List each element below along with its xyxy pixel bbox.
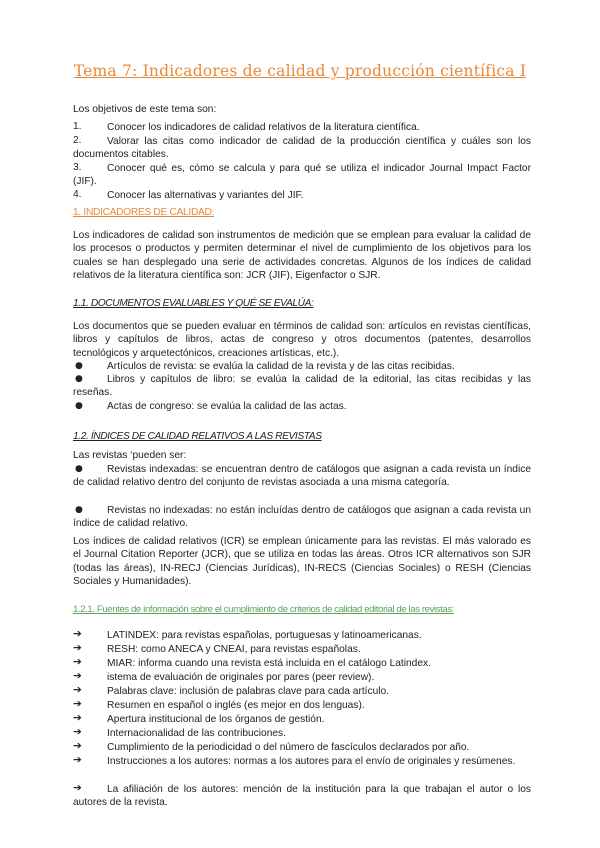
arrow-icon: ➔ bbox=[73, 670, 82, 682]
arrow-icon: ➔ bbox=[73, 684, 82, 696]
section-heading-1-1: 1.1. DOCUMENTOS EVALUABLES Y QUÉ SE EVALÚA: bbox=[73, 298, 314, 309]
list-item: Cumplimiento de la periodicidad o del número de fascículos declarados por año. bbox=[107, 742, 470, 753]
objective-number: 1. bbox=[73, 121, 82, 132]
objective-text: Conocer los indicadores de calidad relativos de la literatura científica. bbox=[107, 122, 420, 133]
arrow-icon: ➔ bbox=[73, 754, 82, 766]
arrow-icon: ➔ bbox=[73, 628, 82, 640]
objective-number: 4. bbox=[73, 189, 82, 200]
bullet-text: Artículos de revista: se evalúa la calidad de la revista y de las citas recibidas. bbox=[107, 361, 455, 372]
objective-number: 2. bbox=[73, 135, 82, 146]
section-heading-1-2-1: 1.2.1. Fuentes de información sobre el cumplimiento de criterios de calidad editorial de las revistas: bbox=[73, 604, 455, 615]
arrow-icon: ➔ bbox=[73, 656, 82, 668]
list-item: Apertura institucional de los órganos de gestión. bbox=[107, 714, 325, 725]
section-1-2-intro: Las revistas ‘pueden ser: bbox=[73, 450, 187, 461]
list-item: Resumen en español o inglés (es mejor en dos lenguas). bbox=[107, 700, 365, 711]
bullet-icon: ● bbox=[75, 464, 83, 474]
objective-text: Conocer qué es, cómo se calcula y para qué se utiliza el indicador Journal Impact Factor (JIF). bbox=[73, 163, 531, 188]
list-item: istema de evaluación de originales por pares (peer review). bbox=[107, 672, 375, 683]
list-item: RESH: como ANECA y CNEAI, para revistas españolas. bbox=[107, 644, 361, 655]
list-item: LATINDEX: para revistas españolas, portuguesas y latinoamericanas. bbox=[107, 630, 422, 641]
bullet-icon: ● bbox=[75, 401, 83, 411]
arrow-icon: ➔ bbox=[73, 782, 82, 794]
list-item: Internacionalidad de las contribuciones. bbox=[107, 728, 286, 739]
section-heading-1-2: 1.2. ÍNDICES DE CALIDAD RELATIVOS A LAS REVISTAS bbox=[73, 431, 322, 442]
list-item: MIAR: informa cuando una revista está incluida en el catálogo Latindex. bbox=[107, 658, 431, 669]
objective-text: Conocer las alternativas y variantes del JIF. bbox=[107, 190, 304, 201]
objective-number: 3. bbox=[73, 162, 82, 173]
bullet-text: Actas de congreso: se evalúa la calidad de las actas. bbox=[107, 401, 347, 412]
arrow-icon: ➔ bbox=[73, 740, 82, 752]
arrow-icon: ➔ bbox=[73, 712, 82, 724]
arrow-icon: ➔ bbox=[73, 642, 82, 654]
bullet-text: Libros y capítulos de libro: se evalúa la calidad de la editorial, las citas recibidas y las reseñas. bbox=[73, 374, 531, 399]
bullet-text: Revistas no indexadas: no están incluídas dentro de catálogos que asignan a cada revista un índice de calidad relativo. bbox=[73, 505, 531, 530]
list-item: Instrucciones a los autores: normas a los autores para el envío de originales y resúmenes. bbox=[107, 756, 516, 767]
bullet-icon: ● bbox=[75, 361, 83, 371]
section-heading-1: 1. INDICADORES DE CALIDAD: bbox=[73, 207, 215, 218]
bullet-icon: ● bbox=[75, 374, 83, 384]
list-item: La afiliación de los autores: mención de la institución para la que trabajan el autor o los autores de la revista. bbox=[73, 784, 531, 809]
bullet-text: Revistas indexadas: se encuentran dentro de catálogos que asignan a cada revista un índice de calidad relativo dentro del conjunto de revistas asociada a una misma categoría. bbox=[73, 464, 531, 489]
arrow-icon: ➔ bbox=[73, 726, 82, 738]
page-title: Tema 7: Indicadores de calidad y producción científica I bbox=[73, 62, 527, 80]
objective-text: Valorar las citas como indicador de calidad de la producción científica y cuáles son los documentos citables. bbox=[73, 136, 531, 161]
section-1-paragraph: Los indicadores de calidad son instrumentos de medición que se emplean para evaluar la calidad de los procesos o productos y permiten determinar el nivel de cumplimiento de los objetivos para los cuales se han desplegado una serie de actividades concretas. Algunos de los índices de calidad relativos de la literatura científica son: JCR (JIF), Eigenfactor o SJR. bbox=[73, 230, 531, 281]
section-1-2-paragraph: Los índices de calidad relativos (ICR) se emplean únicamente para las revistas. El más valorado es el Journal Citation Reporter (JCR), que se utiliza en todas las áreas. Otros ICR alternativos son SJR (todas las áreas), IN-RECJ (Ciencias Jurídicas), IN-RECS (Ciencias Sociales) o RESH (Ciencias Sociales y Humanidades). bbox=[73, 536, 531, 587]
section-1-1-paragraph: Los documentos que se pueden evaluar en términos de calidad son: artículos en revistas científicas, libros y capítulos de libros, actas de congreso y otros documentos (patentes, desarrollos tecnológicos y arquetectónicos, creaciones artísticas, etc.). bbox=[73, 321, 531, 359]
arrow-icon: ➔ bbox=[73, 698, 82, 710]
list-item: Palabras clave: inclusión de palabras clave para cada artículo. bbox=[107, 686, 390, 697]
bullet-icon: ● bbox=[75, 505, 83, 515]
intro-text: Los objetivos de este tema son: bbox=[73, 104, 217, 115]
